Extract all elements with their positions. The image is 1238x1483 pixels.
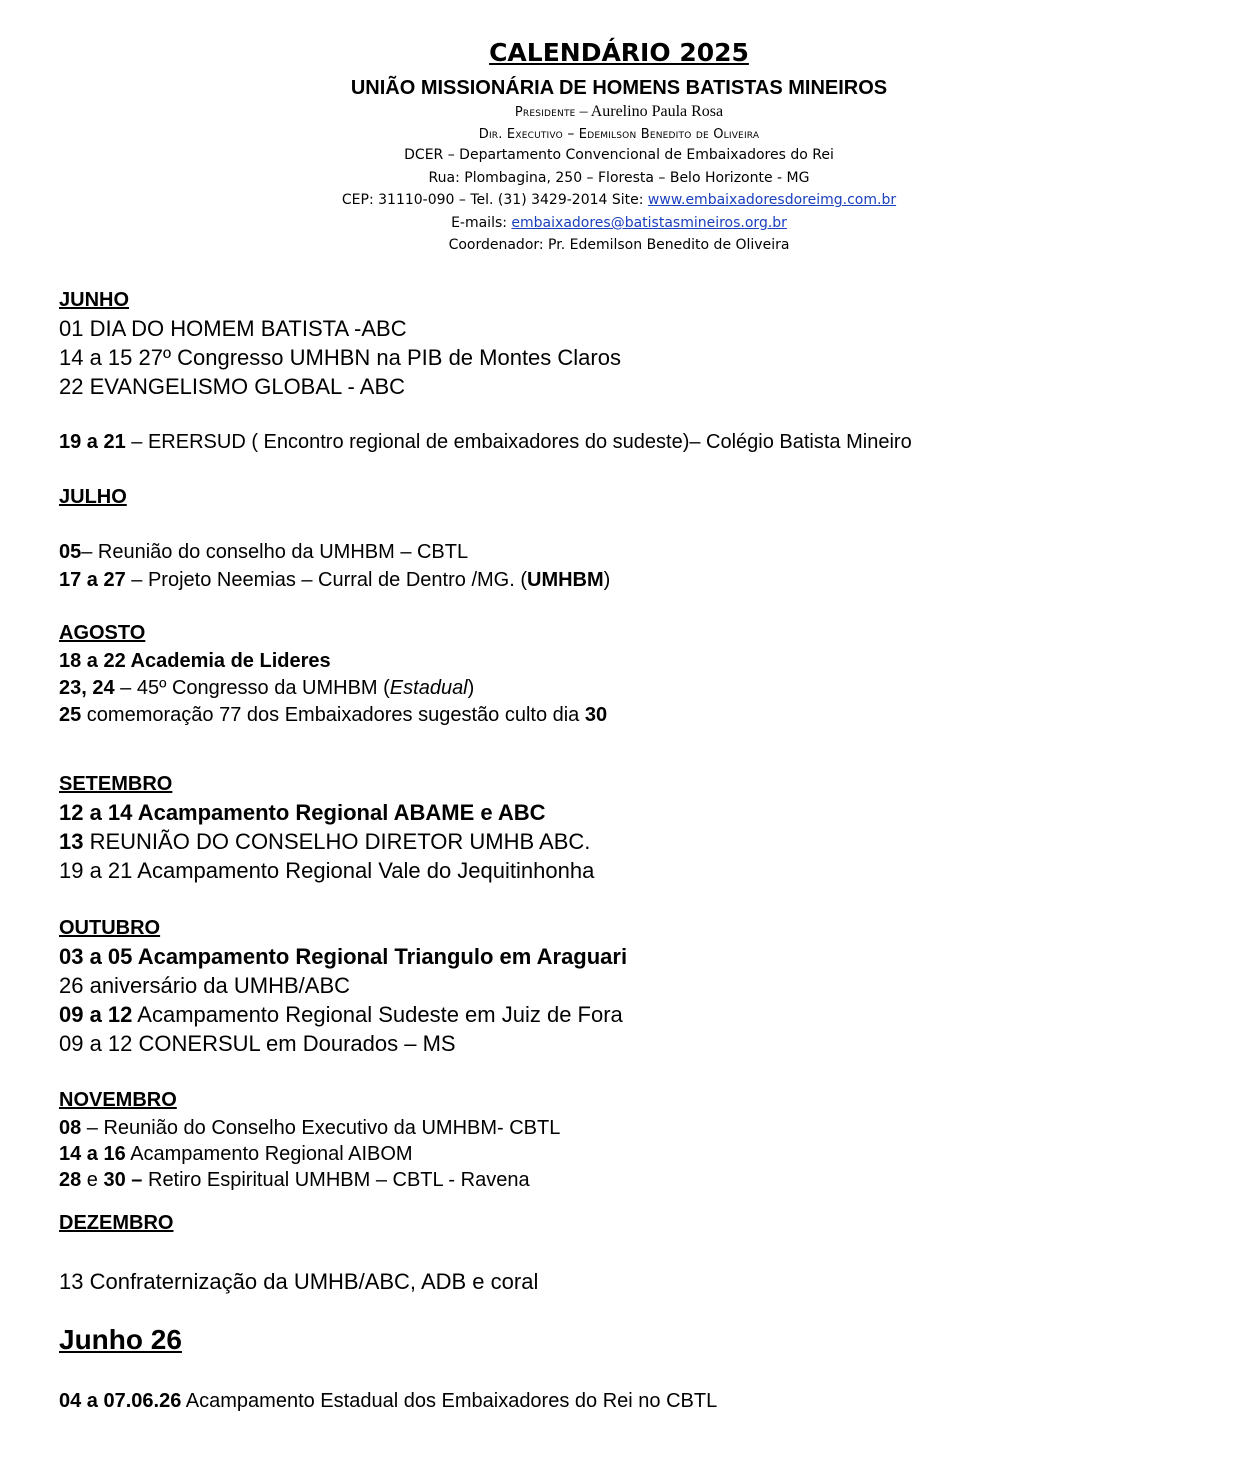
event-date: 25 xyxy=(59,704,82,726)
email-line xyxy=(0,215,1238,231)
event-text: REUNIÃO DO CONSELHO DIRETOR UMHB ABC. xyxy=(83,829,591,854)
event-text: – Reunião do Conselho Executivo da UMHBM- CBTL xyxy=(81,1117,561,1139)
event-line: 18 a 22 Academia de Lideres xyxy=(59,650,331,672)
event-text: – 45º Congresso da UMHBM ( xyxy=(114,677,390,699)
director-line xyxy=(0,126,1238,142)
event-text: – Projeto Neemias – Curral de Dentro /MG. ( xyxy=(125,569,527,591)
president-name: Aurelino Paula Rosa xyxy=(590,103,724,120)
event-text: Acampamento Estadual dos Embaixadores do Rei no CBTL xyxy=(181,1390,718,1412)
event-line: 12 a 14 Acampamento Regional ABAME e ABC xyxy=(59,800,546,825)
event-line: 13 Confraternização da UMHB/ABC, ADB e coral xyxy=(59,1269,539,1294)
event-line: 26 aniversário da UMHB/ABC xyxy=(59,973,351,998)
month-heading-junho: JUNHO xyxy=(59,289,130,311)
event-scope: Estadual xyxy=(389,677,468,699)
event-text: – ERERSUD ( Encontro regional de embaixadores do sudeste)– Colégio Batista Mineiro xyxy=(125,431,912,453)
event-line: 03 a 05 Acampamento Regional Triangulo em Araguari xyxy=(59,944,628,969)
event-text: Acampamento Regional AIBOM xyxy=(125,1143,413,1165)
event-date: 17 a 27 xyxy=(59,569,126,591)
event-line xyxy=(59,1143,413,1166)
month-heading-junho-26: Junho 26 xyxy=(59,1324,182,1355)
event-text: – Reunião do conselho da UMHBM – CBTL xyxy=(81,541,469,563)
event-line xyxy=(59,677,474,700)
event-line: 22 EVANGELISMO GLOBAL - ABC xyxy=(59,374,406,399)
department-line: DCER – Departamento Convencional de Embaixadores do Rei xyxy=(404,147,834,163)
event-org: UMHBM xyxy=(527,569,604,591)
event-line xyxy=(59,1169,530,1192)
event-line xyxy=(59,431,912,454)
event-date: 05 xyxy=(59,541,82,563)
event-date: 09 a 12 xyxy=(59,1002,133,1027)
event-date: 08 xyxy=(59,1117,82,1139)
event-line: 01 DIA DO HOMEM BATISTA -ABC xyxy=(59,316,407,341)
event-date: 19 a 21 xyxy=(59,431,126,453)
event-line: 19 a 21 Acampamento Regional Vale do Jequitinhonha xyxy=(59,858,595,883)
event-date: 23, 24 xyxy=(59,677,115,699)
event-line xyxy=(59,541,468,564)
coordinator-line: Coordenador: Pr. Edemilson Benedito de Oliveira xyxy=(448,237,790,253)
president-line xyxy=(0,103,1238,121)
director-separator: – xyxy=(562,126,579,142)
month-heading-novembro: NOVEMBRO xyxy=(59,1089,177,1111)
email-label: E-mails: xyxy=(451,215,512,231)
event-date: 04 a 07.06.26 xyxy=(59,1390,182,1412)
month-heading-outubro: OUTUBRO xyxy=(59,917,161,939)
event-date-end: 30 xyxy=(103,1169,126,1191)
event-line: 09 a 12 CONERSUL em Dourados – MS xyxy=(59,1031,456,1056)
event-line xyxy=(59,569,610,592)
document-title: CALENDÁRIO 2025 xyxy=(489,38,749,67)
event-dash: – xyxy=(125,1169,143,1191)
event-line xyxy=(59,1002,623,1027)
director-label: Dir. Executivo xyxy=(478,127,563,142)
event-date: 28 xyxy=(59,1169,82,1191)
event-line: 14 a 15 27º Congresso UMHBN na PIB de Montes Claros xyxy=(59,345,621,370)
event-text-end: ) xyxy=(467,677,475,699)
month-heading-dezembro: DEZEMBRO xyxy=(59,1212,174,1234)
event-text: Retiro Espiritual UMHBM – CBTL - Ravena xyxy=(142,1169,530,1191)
event-line xyxy=(59,704,607,727)
email-link[interactable]: embaixadores@batistasmineiros.org.br xyxy=(511,215,787,231)
event-text: comemoração 77 dos Embaixadores sugestão culto dia xyxy=(81,704,585,726)
event-date: 14 a 16 xyxy=(59,1143,126,1165)
month-heading-setembro: SETEMBRO xyxy=(59,773,173,795)
event-text-end: ) xyxy=(603,569,611,591)
event-day: 30 xyxy=(584,704,608,726)
director-name: Edemilson Benedito de Oliveira xyxy=(578,127,760,142)
event-line xyxy=(59,1117,560,1140)
event-line xyxy=(59,829,590,854)
organization-name: UNIÃO MISSIONÁRIA DE HOMENS BATISTAS MINEIROS xyxy=(350,77,888,99)
event-line xyxy=(59,1390,717,1413)
event-text: Acampamento Regional Sudeste em Juiz de Fora xyxy=(132,1002,623,1027)
site-link[interactable]: www.embaixadoresdoreimg.com.br xyxy=(647,192,897,208)
event-date: 13 xyxy=(59,829,84,854)
president-separator: – xyxy=(575,103,591,120)
contact-line xyxy=(0,192,1238,208)
cep-phone-text: CEP: 31110-090 – Tel. (31) 3429-2014 Site: xyxy=(341,192,648,208)
month-heading-julho: JULHO xyxy=(59,486,127,508)
address-line: Rua: Plombagina, 250 – Floresta – Belo Horizonte - MG xyxy=(428,170,810,186)
president-label: Presidente xyxy=(514,105,576,120)
event-connector: e xyxy=(81,1169,104,1191)
month-heading-agosto: AGOSTO xyxy=(59,622,146,644)
